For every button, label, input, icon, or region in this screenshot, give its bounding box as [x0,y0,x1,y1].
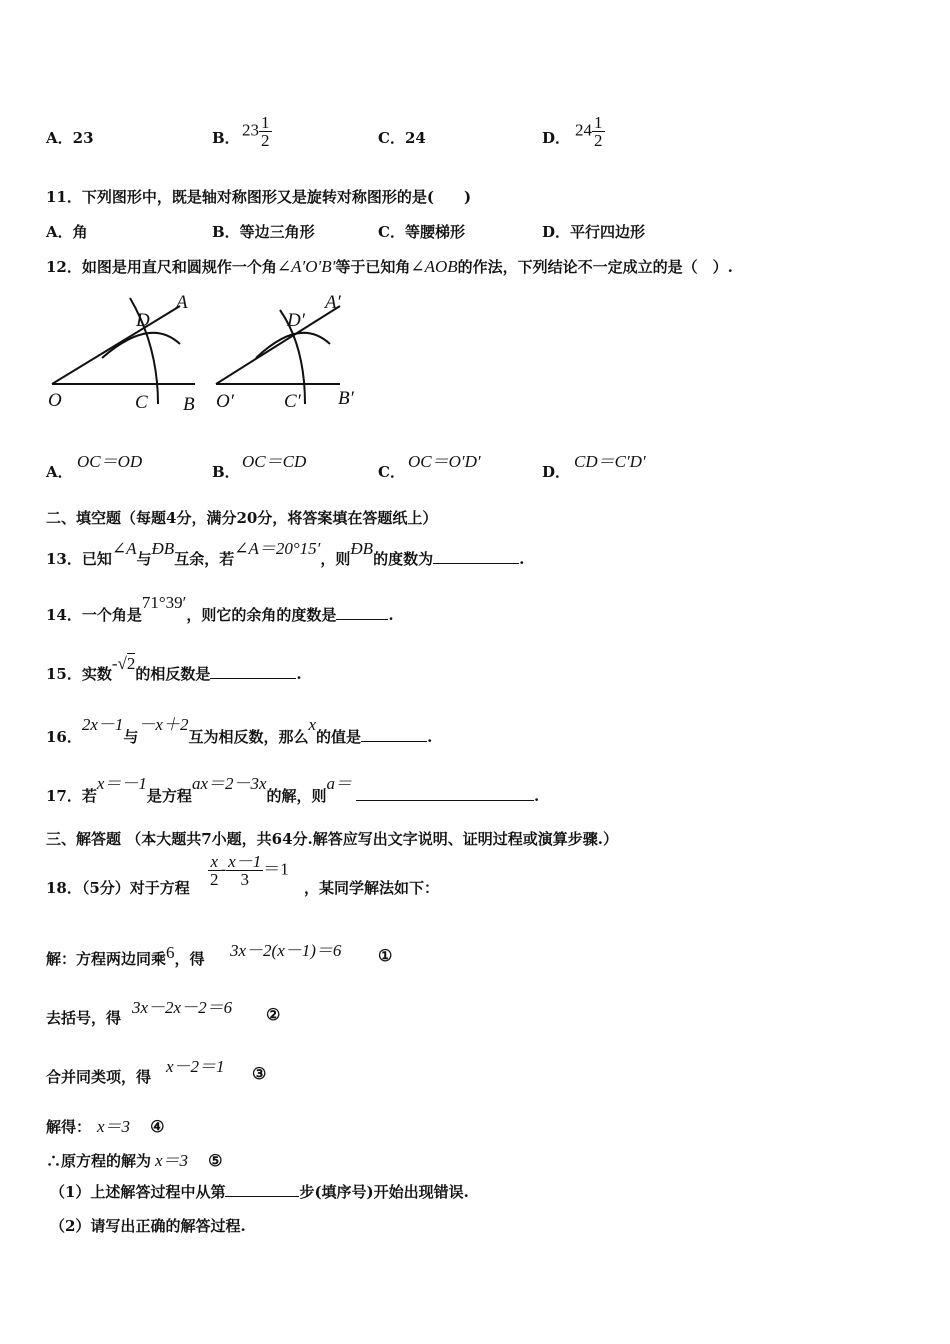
label-d: D [136,310,150,331]
q11-option-a: A．角 [46,223,88,241]
q18-stem-text: 18．（5分）对于方程 [46,879,190,897]
q17-line: 17．若x＝－1是方程ax＝2－3x的解，则a＝. [46,774,540,805]
label-b: B [183,394,195,415]
section-3-heading: 三、解答题 （本大题共7小题，共64分.解答应写出文字说明、证明过程或演算步骤.） [46,830,618,848]
q18-step-2-mark: ② [266,1005,281,1024]
q11-option-c: C．等腰梯形 [378,223,465,241]
q18-step-1: 解：方程两边同乘6，得 [46,943,205,968]
q18-part-1: （1）上述解答过程中从第 步(填序号)开始出现错误. [50,1183,469,1201]
label-c: C [135,392,148,413]
q16-answer-blank[interactable] [361,727,427,742]
q18-step-2: 去括号，得 [46,1009,122,1027]
q15-answer-blank[interactable] [210,664,296,679]
q17-answer-blank[interactable] [356,786,534,801]
ray-o2a2 [216,306,340,384]
q12-option-b-label: B． [212,463,240,481]
q11-option-d: D．平行四边形 [542,223,646,241]
q16-line: 16．2x－1与－x＋2互为相反数，那么x的值是 . [46,715,433,746]
q18-step-4: 解得： x＝3 ④ [46,1117,165,1136]
q10-option-d-label: D． [542,129,571,147]
q18-step-5: ∴原方程的解为 x＝3 ⑤ [46,1151,223,1170]
q18-step-3-mark: ③ [252,1064,267,1083]
ray-oa [52,306,180,384]
label-d-prime: D′ [287,310,305,331]
q18-step-1-mark: ① [378,946,393,965]
q11-stem: 11．下列图形中，既是轴对称图形又是旋转对称图形的是( ) [46,188,472,206]
section-2-heading: 二、填空题（每题4分，满分20分，将答案填在答题纸上） [46,509,438,527]
q12-option-c-label: C． [378,463,405,481]
q18-part-2: （2）请写出正确的解答过程. [50,1217,246,1235]
label-b-prime: B′ [338,388,354,409]
q18-step-answer-blank[interactable] [225,1182,299,1197]
q15-line: 15．实数-√2的相反数是 . [46,654,302,683]
q18-step-3-eq: x－2＝1 [166,1057,225,1076]
q10-option-b-value: 23 $\frac{1}{2}$ [242,113,270,150]
label-c-prime: C′ [284,391,301,412]
q18-step-3: 合并同类项，得 [46,1068,152,1086]
q18-stem-tail: ，某同学解法如下： [304,879,440,897]
q12-option-a-expr: OC＝OD [77,452,143,471]
q14-line: 14．一个角是71°39′，则它的余角的度数是 . [46,593,394,624]
q12-stem: 12．如图是用直尺和圆规作一个角∠A′O′B′等于已知角∠AOB的作法，下列结论不一定成立的是（ ）. [46,257,733,276]
label-o: O [48,390,62,411]
q11-option-b: B．等边三角形 [212,223,315,241]
q18-equation: $\frac{x}{2}$ - $\frac{x-1}{3}$ ＝1 [210,852,289,889]
q14-answer-blank[interactable] [336,605,388,620]
q13-answer-blank[interactable] [433,549,519,564]
q18-step-2-eq: 3x－2x－2＝6 [132,998,233,1017]
label-o-prime: O′ [216,391,234,412]
q12-option-d-label: D． [542,463,571,481]
label-a: A [176,292,188,313]
q10-option-d-value: 24 $\frac{1}{2}$ [575,113,603,150]
q12-option-a-label: A． [46,463,73,481]
q10-option-b-label: B． [212,129,240,147]
q10-option-c: C．24 [378,129,426,147]
q13-line: 13．已知∠A与ÐB互余，若∠A＝20°15′，则ÐB的度数为 . [46,539,525,568]
q12-option-c-expr: OC＝O′D′ [408,452,481,471]
q12-option-d-expr: CD＝C′D′ [574,452,646,471]
label-a-prime: A′ [325,292,341,313]
q10-option-a: A．23 [46,129,94,147]
q12-construction-figure [40,286,370,421]
q12-option-b-expr: OC＝CD [242,452,307,471]
q18-step-1-eq: 3x－2(x－1)＝6 [230,941,342,960]
